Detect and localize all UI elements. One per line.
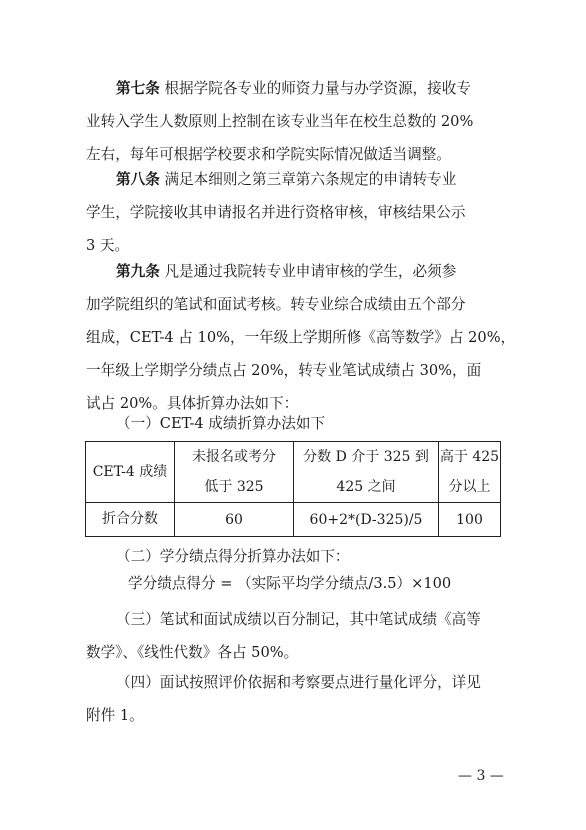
- table-header-cell: [439, 442, 501, 503]
- section-3-line-2: 数学》、《线性代数》各占 50%。: [86, 644, 299, 661]
- article-9-line-4: 一年级上学期学分绩点占 20%，转专业笔试成绩占 30%，面: [86, 362, 482, 379]
- article-8-line-3: 3 天。: [86, 237, 130, 254]
- table-row: [86, 442, 501, 503]
- section-1: [86, 407, 500, 440]
- table-header-label: CET-4 成绩: [86, 442, 175, 503]
- table-row-label: 折合分数: [86, 503, 175, 537]
- article-8-line-1: [86, 163, 500, 196]
- article-9-heading: 第九条: [116, 263, 160, 280]
- table-cell: 60: [175, 503, 294, 537]
- article-7-line-3: 左右，每年可根据学校要求和学院实际情况做适当调整。: [86, 146, 451, 163]
- table-header-col2-line1: 分数 D 介于 325 到: [303, 449, 429, 465]
- section-3-line-1: （三）笔试和面试成绩以百分制记，其中笔试成绩《高等: [116, 611, 481, 628]
- article-7-line-2: 业转入学生人数原则上控制在该专业当年在校生总数的 20%: [86, 113, 474, 130]
- article-7-line-1: [86, 72, 500, 105]
- article-7: [86, 72, 500, 171]
- section-4: [86, 666, 500, 732]
- section-4-line-2: 附件 1。: [86, 707, 144, 724]
- gpa-formula: 学分绩点得分 = （实际平均学分绩点/3.5）×100: [128, 575, 452, 592]
- table-header-col1-line1: 未报名或考分: [192, 449, 276, 465]
- section-3: [86, 603, 500, 669]
- article-9-line-1: [86, 255, 500, 288]
- article-9-text-1: 凡是通过我院转专业申请审核的学生，必须参: [164, 263, 457, 280]
- article-9-line-2: 加学院组织的笔试和面试考核。转专业综合成绩由五个部分: [86, 296, 466, 313]
- cet4-conversion-table: [85, 441, 501, 537]
- table-header-col3-line1: 高于 425: [439, 449, 500, 465]
- article-7-text-1: 根据学院各专业的师资力量与办学资源，接收专: [164, 80, 471, 97]
- section-2-title: （二）学分绩点得分折算办法如下：: [116, 548, 350, 565]
- section-4-line-1: （四）面试按照评价依据和考察要点进行量化评分，详见: [116, 674, 481, 691]
- article-9-line-5: 试占 20%。具体折算办法如下：: [86, 395, 299, 412]
- table-header-col1-line2: 低于 325: [204, 479, 264, 495]
- table-header-col2-line2: 425 之间: [336, 479, 396, 495]
- table-header-col3-line2: 分以上: [448, 479, 491, 495]
- table-row: [86, 503, 501, 537]
- table-cell: 60+2*(D-325)/5: [294, 503, 439, 537]
- article-9-line-3: 组成，CET-4 占 10%，一年级上学期所修《高等数学》占 20%，: [86, 329, 516, 346]
- article-8: [86, 163, 500, 262]
- article-8-text-1: 满足本细则之第三章第六条规定的申请转专业: [164, 171, 457, 188]
- article-8-heading: 第八条: [116, 171, 160, 188]
- article-8-line-2: 学生，学院接收其申请报名并进行资格审核，审核结果公示: [86, 204, 466, 221]
- article-7-heading: 第七条: [116, 80, 160, 97]
- table-header-cell: [294, 442, 439, 503]
- article-9: [86, 255, 516, 420]
- table-header-cell: [175, 442, 294, 503]
- section-2: [86, 540, 500, 573]
- page-number: — 3 —: [458, 768, 504, 784]
- table-cell: 100: [439, 503, 501, 537]
- section-1-title: （一）CET-4 成绩折算办法如下: [116, 415, 326, 432]
